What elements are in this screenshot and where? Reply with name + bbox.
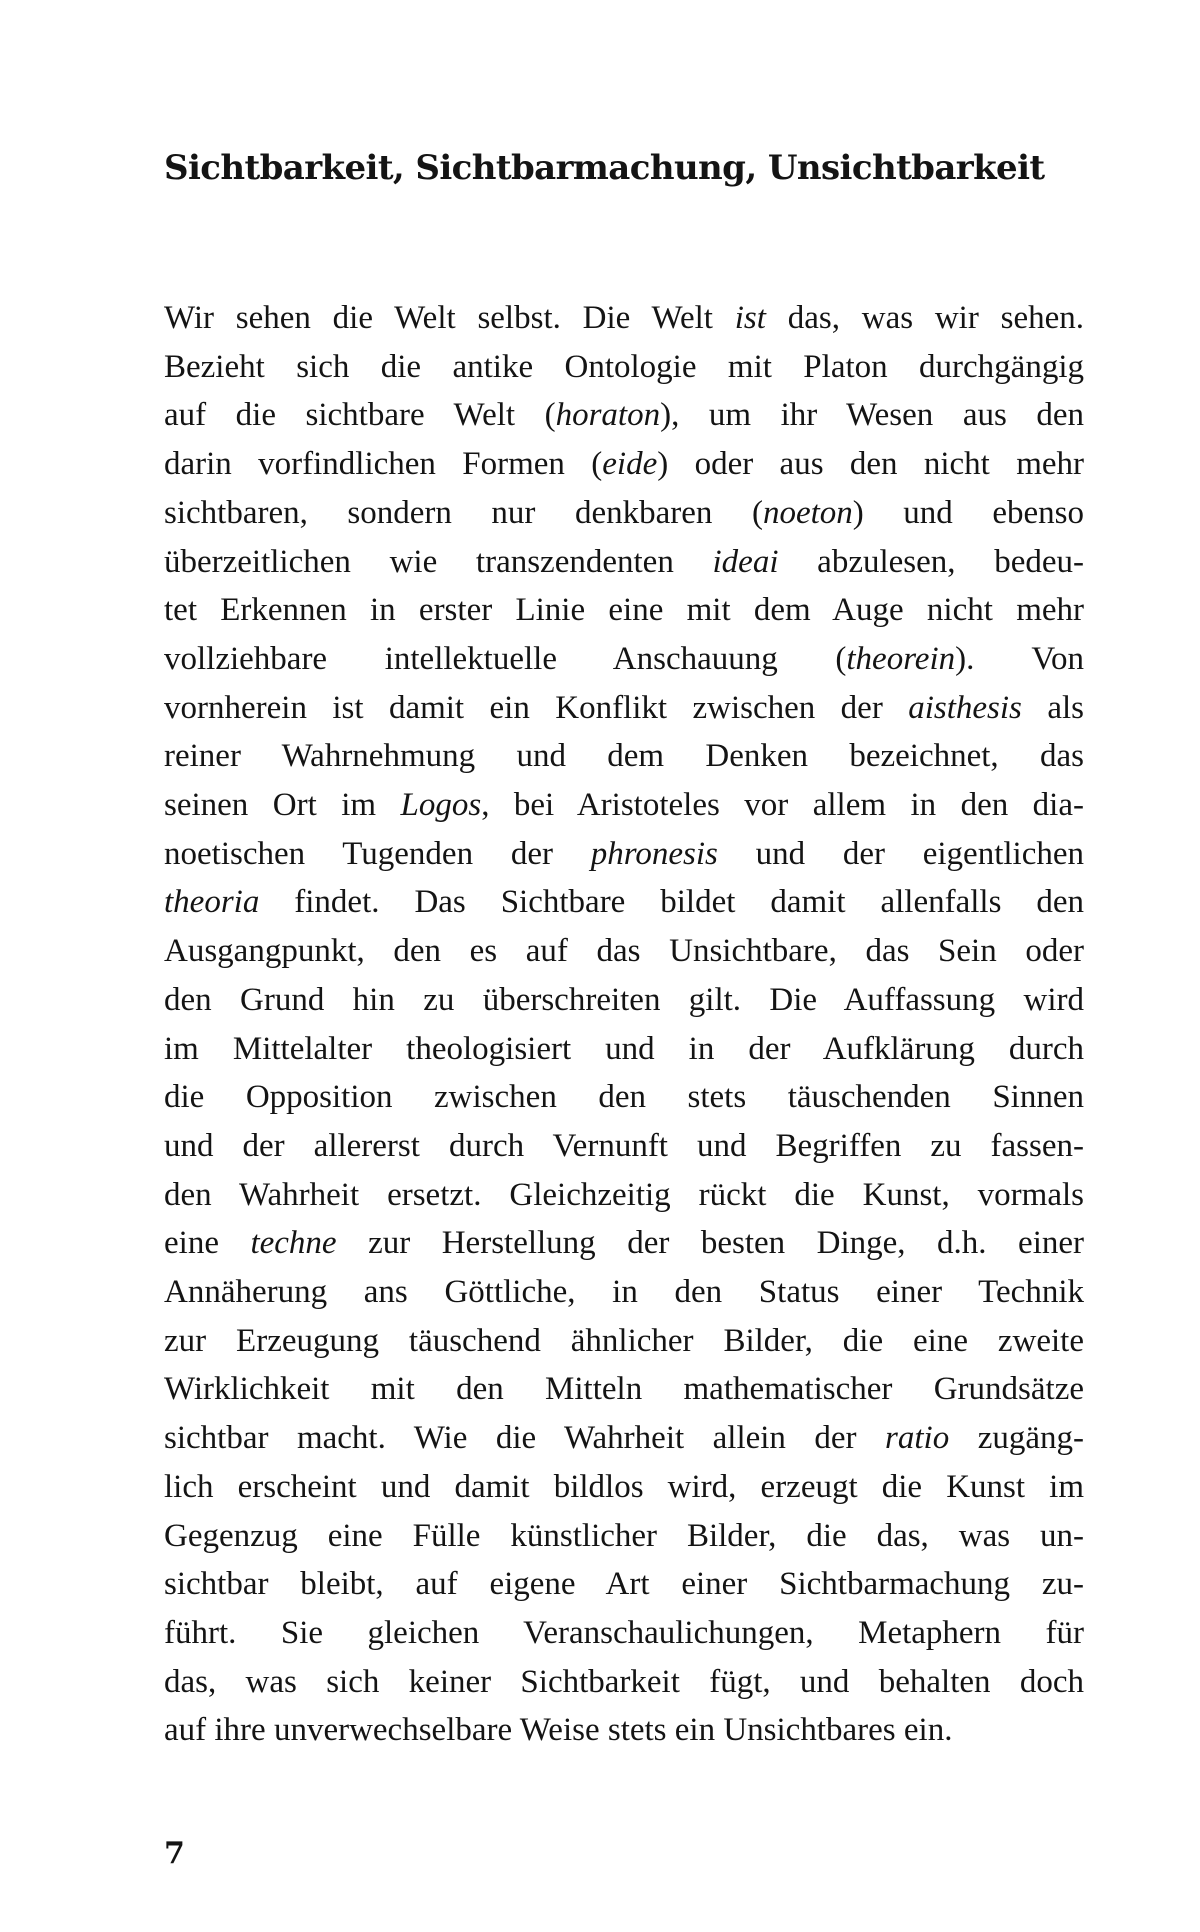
italic-term: ideai	[712, 543, 779, 580]
text-line	[164, 1463, 1084, 1512]
text-segment: ) oder aus den nicht mehr	[657, 446, 1084, 483]
text-segment: Bezieht sich die antike Ontologie mit Platon durchgängig	[164, 348, 1084, 385]
text-line	[164, 1512, 1084, 1561]
text-line	[164, 878, 1084, 927]
text-line	[164, 1706, 1084, 1755]
italic-term: noeton	[762, 494, 853, 531]
italic-term: Logos	[400, 787, 482, 824]
text-segment: das, was sich keiner Sichtbarkeit fügt, und behalten doch	[164, 1663, 1084, 1700]
text-line	[164, 1171, 1084, 1220]
text-line	[164, 1073, 1084, 1122]
text-segment: das, was wir sehen.	[765, 300, 1084, 336]
text-segment: Gegenzug eine Fülle künstlicher Bilder, die das, was un-	[164, 1517, 1084, 1554]
text-line	[164, 440, 1084, 489]
text-segment: findet. Das Sichtbare bildet damit allenfalls den	[259, 884, 1084, 921]
italic-term: ratio	[885, 1420, 950, 1457]
italic-term: eide	[602, 446, 658, 483]
text-segment: den Grund hin zu überschreiten gilt. Die Auffassung wird	[164, 981, 1084, 1018]
text-segment: tet Erkennen in erster Linie eine mit dem Auge nicht mehr	[164, 592, 1084, 629]
text-segment: vollziehbare intellektuelle Anschauung (	[164, 640, 847, 677]
italic-term: ist	[734, 300, 766, 336]
text-line	[164, 1609, 1084, 1658]
text-segment: sichtbar macht. Wie die Wahrheit allein der	[164, 1420, 886, 1457]
italic-term: aisthesis	[908, 689, 1022, 726]
text-segment: reiner Wahrnehmung und dem Denken bezeichnet, das	[164, 738, 1084, 775]
text-line	[164, 976, 1084, 1025]
text-line	[164, 1219, 1084, 1268]
text-line	[164, 1414, 1084, 1463]
text-line	[164, 294, 1084, 343]
text-line	[164, 1268, 1084, 1317]
text-line	[164, 927, 1084, 976]
text-segment: lich erscheint und damit bildlos wird, erzeugt die Kunst im	[164, 1468, 1084, 1505]
text-segment: als	[1021, 689, 1084, 726]
text-segment: vornherein ist damit ein Konflikt zwischen der	[164, 689, 909, 726]
chapter-heading: Sichtbarkeit, Sichtbarmachung, Unsichtbarkeit	[164, 148, 1045, 188]
text-segment: zur Erzeugung täuschend ähnlicher Bilder, die eine zweite	[164, 1322, 1084, 1359]
text-line	[164, 538, 1084, 587]
text-segment: ) und ebenso	[852, 494, 1084, 531]
text-segment: auf die sichtbare Welt (	[164, 397, 556, 434]
text-line	[164, 1317, 1084, 1366]
text-line	[164, 1560, 1084, 1609]
body-paragraph	[164, 294, 1084, 1755]
text-segment: und der eigentlichen	[717, 835, 1084, 872]
text-segment: ), um ihr Wesen aus den	[660, 397, 1084, 434]
text-segment: den Wahrheit ersetzt. Gleichzeitig rückt die Kunst, vormals	[164, 1176, 1084, 1213]
italic-term: phronesis	[590, 835, 718, 872]
text-segment: darin vorfindlichen Formen (	[164, 446, 603, 483]
text-segment: zugäng-	[949, 1420, 1084, 1457]
italic-term: techne	[250, 1225, 337, 1262]
text-line	[164, 1025, 1084, 1074]
text-line	[164, 830, 1084, 879]
text-segment: ). Von	[955, 640, 1084, 677]
text-line	[164, 1365, 1084, 1414]
text-line	[164, 489, 1084, 538]
text-segment: im Mittelalter theologisiert und in der Aufklärung durch	[164, 1030, 1084, 1067]
text-segment: Wir sehen die Welt selbst. Die Welt	[164, 300, 735, 336]
text-segment: noetischen Tugenden der	[164, 835, 591, 872]
text-segment: abzulesen, bedeu-	[778, 543, 1085, 580]
text-segment: Ausgangpunkt, den es auf das Unsichtbare, das Sein oder	[164, 933, 1084, 970]
text-line	[164, 732, 1084, 781]
text-segment: eine	[164, 1225, 251, 1262]
text-line	[164, 586, 1084, 635]
text-segment: Wirklichkeit mit den Mitteln mathematischer Grundsätze	[164, 1371, 1084, 1408]
text-segment: sichtbar bleibt, auf eigene Art einer Sichtbarmachung zu-	[164, 1566, 1084, 1603]
text-line	[164, 1122, 1084, 1171]
text-segment: und der allererst durch Vernunft und Begriffen zu fassen-	[164, 1127, 1084, 1164]
text-segment: seinen Ort im	[164, 787, 401, 824]
text-line	[164, 781, 1084, 830]
page-number: 7	[164, 1836, 185, 1871]
text-line	[164, 635, 1084, 684]
text-line	[164, 343, 1084, 392]
text-segment: , bei Aristoteles vor allem in den dia-	[481, 787, 1084, 824]
text-segment: überzeitlichen wie transzendenten	[164, 543, 713, 580]
text-segment: zur Herstellung der besten Dinge, d.h. einer	[336, 1225, 1084, 1262]
text-segment: führt. Sie gleichen Veranschaulichungen, Metaphern für	[164, 1614, 1084, 1651]
text-line	[164, 684, 1084, 733]
text-line	[164, 391, 1084, 440]
text-segment: Annäherung ans Göttliche, in den Status einer Technik	[164, 1274, 1084, 1311]
text-segment: die Opposition zwischen den stets täuschenden Sinnen	[164, 1079, 1084, 1116]
italic-term: theorein	[846, 640, 956, 677]
italic-term: theoria	[164, 884, 260, 921]
text-line	[164, 1658, 1084, 1707]
text-segment: sichtbaren, sondern nur denkbaren (	[164, 494, 763, 531]
italic-term: horaton	[555, 397, 661, 434]
text-segment: auf ihre unverwechselbare Weise stets ein Unsichtbares ein.	[164, 1712, 953, 1749]
